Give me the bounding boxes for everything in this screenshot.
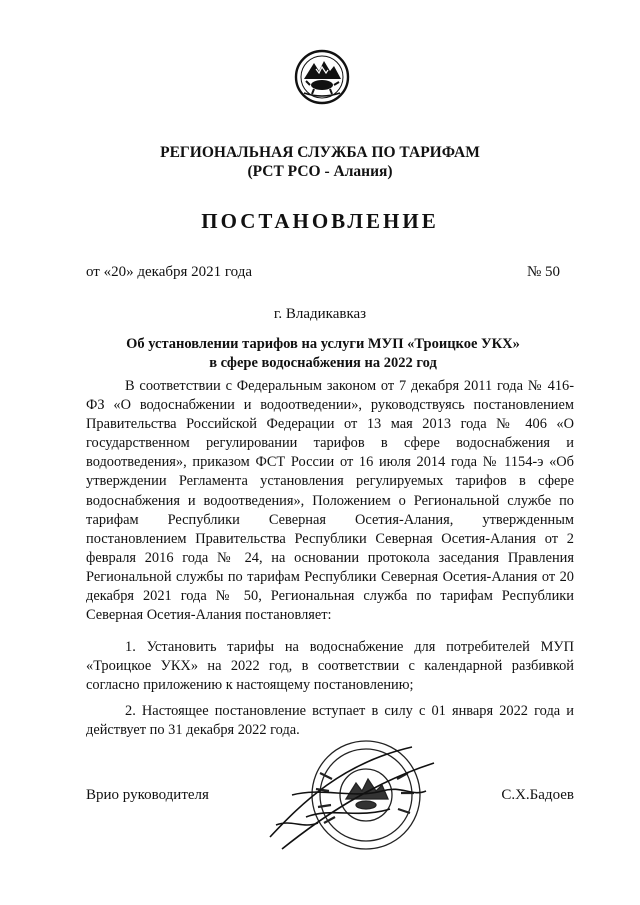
resolution-item-1: 1. Установить тарифы на водоснабжение для потребителей МУП «Троицкое УКХ» на 2022 год, в соответствии с календарной разбивкой согласно приложению к настоящему постановлению;	[86, 639, 574, 694]
preamble-paragraph: В соответствии с Федеральным законом от 7 декабря 2011 года № 416-ФЗ «О водоснабжении и водоотведении», руководствуясь постановлением Правительства Российской Федерации от 13 мая 2013 года № 406 «О государственном регулировании тарифов в сфере водоснабжения и водоотведения», приказом ФСТ России от 16 июля 2014 года № 1154-э «Об утверждении Регламента установления регулируемых тарифов в сфере водоснабжения и водоотведения», Положением о Региональной службе по тарифам Республики Северная Осетия-Алания, утвержденным постановлением Правительства Республики Северная Осетия-Алания от 2 февраля 2016 года № 24, на основании протокола заседания Правления Региональной службы по тарифам Республики Северная Осетия-Алания от 20 декабря 2021 года № 50, Региональная служба по тарифам Республики Северная Осетия-Алания постановляет:	[86, 378, 574, 624]
document-city: г. Владикавказ	[273, 306, 367, 322]
document-date: от «20» декабря 2021 года	[86, 264, 253, 280]
coat-of-arms-icon	[294, 49, 350, 105]
subject-line-1: Об установлении тарифов на услуги МУП «Троицкое УКХ»	[126, 336, 520, 352]
official-seal-icon	[262, 733, 442, 859]
resolution-item-2: 2. Настоящее постановление вступает в силу с 01 января 2022 года и действует по 31 декабря 2022 года.	[86, 703, 574, 739]
document-type: ПОСТАНОВЛЕНИЕ	[201, 209, 439, 233]
document-subject	[86, 335, 560, 373]
signatory-position: Врио руководителя	[86, 787, 209, 803]
organization-name: РЕГИОНАЛЬНАЯ СЛУЖБА ПО ТАРИФАМ	[160, 144, 480, 161]
organization-abbreviation: (РСТ РСО - Алания)	[247, 163, 393, 180]
signatory-name: С.Х.Бадоев	[501, 787, 574, 803]
subject-line-2: в сфере водоснабжения на 2022 год	[209, 355, 437, 371]
document-number: № 50	[526, 264, 560, 280]
